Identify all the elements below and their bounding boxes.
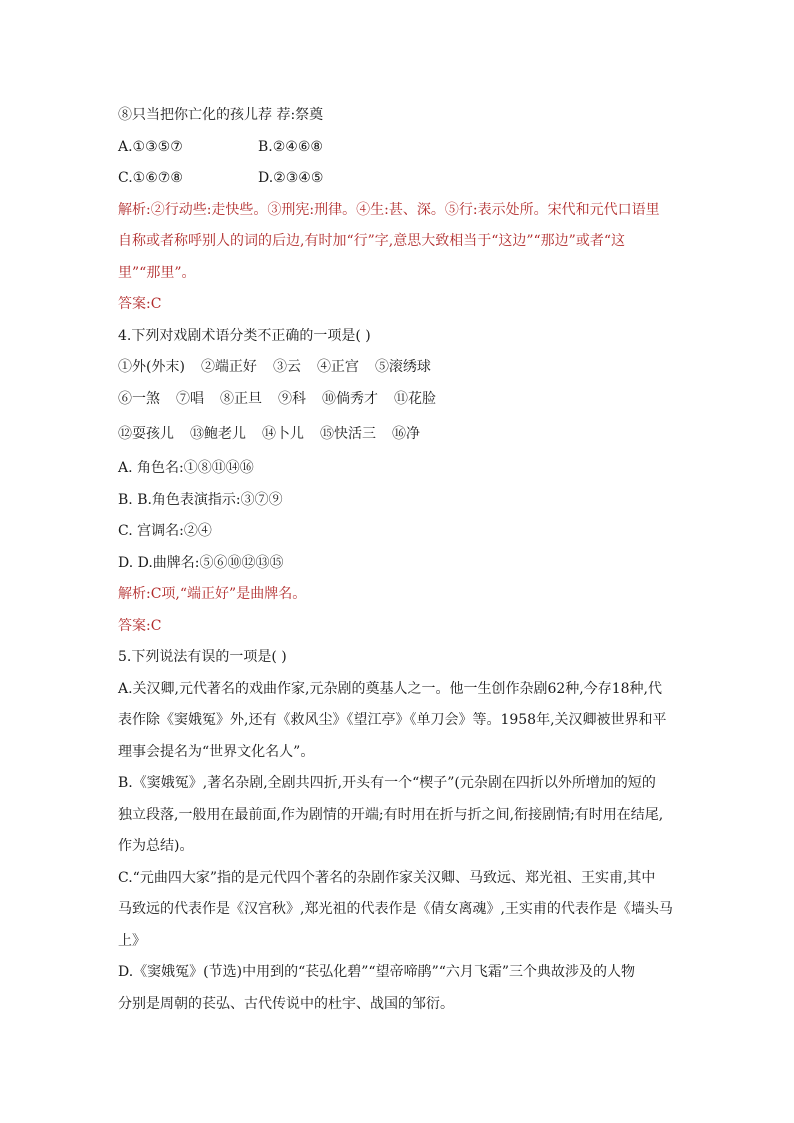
q5-option-a-line: 表作除《窦娥冤》外,还有《救风尘》《望江亭》《单刀会》等。1958年,关汉卿被世界和平 <box>118 712 667 728</box>
q4-term: ⑨科 <box>278 390 306 407</box>
q4-term: ⑮快活三 <box>320 426 376 442</box>
q4-term: ⑦唱 <box>176 390 204 407</box>
q3-item-8: ⑧只当把你亡化的孩儿荐 荐:祭奠 <box>118 107 324 123</box>
q4-term: ⑤滚绣球 <box>374 359 431 375</box>
q4-answer: 答案:C <box>118 617 162 634</box>
q4-term: ⑫耍孩儿 <box>118 426 174 442</box>
q4-option-d: D. D.曲牌名:⑤⑥⑩⑫⑬⑮ <box>118 554 284 571</box>
q4-term: ⑬鲍老儿 <box>190 426 246 442</box>
q3-option-c: C.①⑥⑦⑧ <box>118 170 183 186</box>
q5-option-c-line: 上》 <box>118 932 146 949</box>
q3-option-d: D.②③④⑤ <box>258 170 324 186</box>
q4-terms-row1 <box>118 352 698 384</box>
q4-term: ⑯净 <box>392 426 420 442</box>
q4-term: ④正宫 <box>316 359 359 375</box>
q4-term: ③云 <box>272 359 301 375</box>
q3-answer: 答案:C <box>118 296 162 312</box>
q5-option-b-line: 作为总结)。 <box>118 838 194 854</box>
q4-term: ⑩倘秀才 <box>322 390 378 407</box>
q3-analysis-line: 里”“那里”。 <box>118 264 196 281</box>
q4-term: ⑭卜儿 <box>262 426 304 442</box>
q5-option-a-line: A.关汉卿,元代著名的戏曲作家,元杂剧的奠基人之一。他一生创作杂剧62种,今存18种,代 <box>118 680 662 697</box>
q4-option-c: C. 宫调名:②④ <box>118 523 212 539</box>
q5-option-b-line: 独立段落,一般用在最前面,作为剧情的开端;有时用在折与折之间,衔接剧情;有时用在结尾, <box>118 806 664 823</box>
q5-option-b-line: B.《窦娥冤》,著名杂剧,全剧共四折,开头有一个“楔子”(元杂剧在四折以外所增加的短的 <box>118 775 656 791</box>
q5-option-c-line: 马致远的代表作是《汉宫秋》,郑光祖的代表作是《倩女离魂》,王实甫的代表作是《墙头马 <box>118 901 673 917</box>
q4-option-b: B. B.角色表演指示:③⑦⑨ <box>118 491 283 508</box>
q4-term: ⑪花脸 <box>394 390 436 407</box>
q4-terms-row2 <box>118 384 698 416</box>
worksheet-page <box>118 100 698 1020</box>
q5-option-d-line: D.《窦娥冤》(节选)中用到的“苌弘化碧”“望帝啼鹃”“六月飞霜”三个典故涉及的人物 <box>118 964 636 980</box>
q4-term: ①外(外末) <box>118 359 185 375</box>
q4-analysis: 解析:C项,“端正好”是曲牌名。 <box>118 586 307 602</box>
q3-analysis-line: 解析:②行动些:走快些。③刑宪:刑律。④生:甚、深。⑤行:表示处所。宋代和元代口语里 <box>118 201 660 218</box>
q3-option-a: A.①③⑤⑦ <box>118 138 183 155</box>
q5-option-d-line: 分别是周朝的苌弘、古代传说中的杜宇、战国的邹衍。 <box>118 995 454 1012</box>
q4-term: ②端正好 <box>200 359 257 375</box>
q3-options-row1 <box>118 132 698 164</box>
q5-option-a-line: 理事会提名为“世界文化名人”。 <box>118 743 315 760</box>
q3-analysis-line: 自称或者称呼别人的词的后边,有时加“行”字,意思大致相当于“这边”“那边”或者“这 <box>118 233 625 249</box>
q3-options-row2 <box>118 163 698 195</box>
q5-stem: 5.下列说法有误的一项是( ) <box>118 649 287 665</box>
q4-term: ⑧正旦 <box>220 390 262 407</box>
q4-term: ⑥一煞 <box>118 390 160 407</box>
q4-terms-row3 <box>118 415 698 453</box>
q3-option-b: B.②④⑥⑧ <box>258 138 323 155</box>
q4-option-a: A. 角色名:①⑧⑪⑭⑯ <box>118 460 254 476</box>
q5-option-c-line: C.“元曲四大家”指的是元代四个著名的杂剧作家关汉卿、马致远、郑光祖、王实甫,其中 <box>118 869 656 886</box>
q4-stem: 4.下列对戏剧术语分类不正确的一项是( ) <box>118 327 371 344</box>
